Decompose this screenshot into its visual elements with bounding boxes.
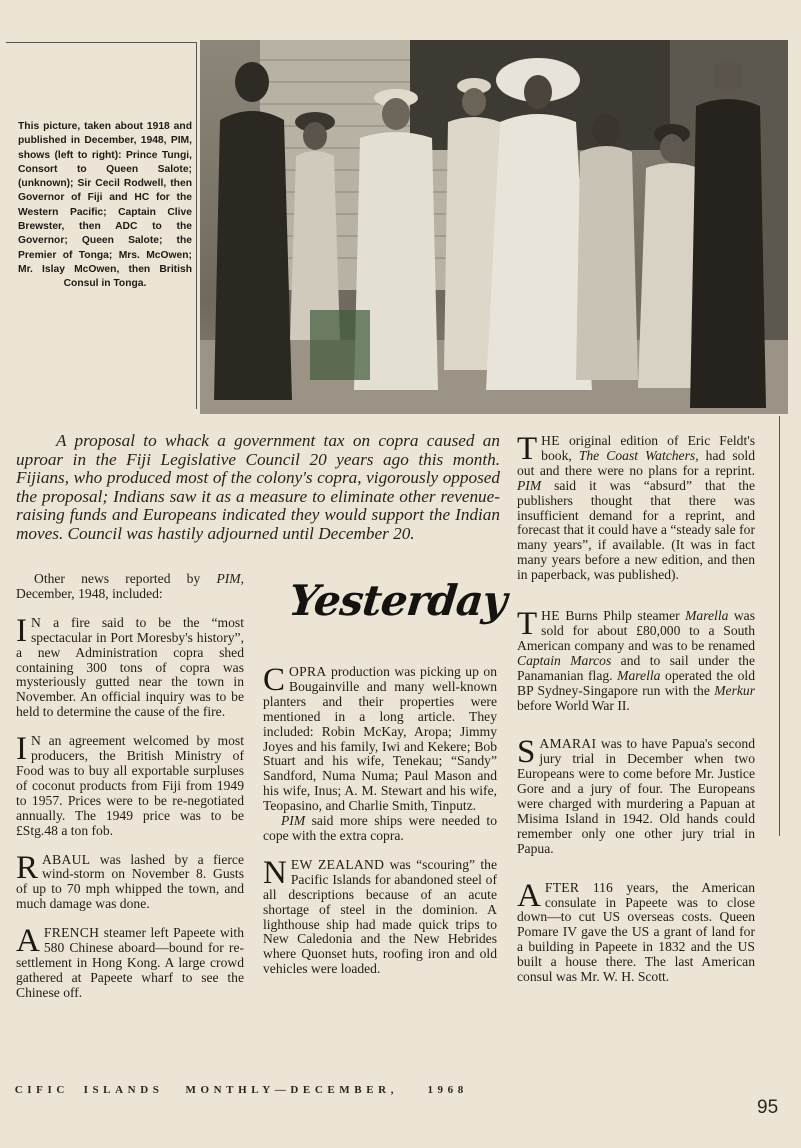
- news-item-french-steamer: A FRENCH steamer left Papeete with 580 Chinese aboard—bound for re-settlement in Hong Kong. A large crowd gathered at Papeete wharf to see the Chinese off.: [16, 923, 244, 1000]
- column-right: [517, 431, 756, 999]
- news-item-samarai: SAMARAI was to have Papua's second jury trial in December when two Europeans were to come before Mr. Justice Gore and a jury of four. The Europeans were charged with murdering a Papuan at Misima Island in 1942. Old hands could remember only one other jury trial in Papua.: [517, 734, 755, 856]
- photo-caption: This picture, taken about 1918 and published in December, 1948, PIM, shows (left to right): Prince Tungi, Consort to Queen Salote; (unknown); Sir Cecil Rodwell, then Governor of Fiji and HC for the Western Pacific; Captain Clive Brewster, then ADC to the Governor; Queen Salote; the Premier of Tonga; Mrs. McOwen; Mr. Islay McOwen, then British Consul in Tonga.: [18, 121, 192, 290]
- intro-paragraph: [16, 432, 500, 544]
- column-middle: [263, 662, 498, 991]
- column-left: [16, 572, 244, 1015]
- news-item-new-zealand: NEW ZEALAND was “scouring” the Pacific Islands for abandoned steel of all descriptions because of an acute shortage of steel in the dominion. A lighthouse ship had made quick trips to New Caledonia and the New Hebrides where Quonset huts, roofing iron and old vehicles were loaded.: [263, 854, 498, 977]
- news-item-marella: THE Burns Philp steamer Marella was sold for about £80,000 to a South American company and was to be renamed Captain Marcos and to sail under the Panamanian flag. Marella operated the old BP Sydney-Singapore run with the Merkur before World War II.: [517, 606, 756, 713]
- news-item-food-ministry: I N an agreement welcomed by most producers, the British Ministry of Food was to buy all exportable surpluses of coconut products from Fiji from 1949 to 1957. Prices were to be re-negotiated annually. The 1949 price was to be £Stg.48 a ton fob.: [16, 731, 244, 838]
- intro-text: A proposal to whack a government tax on copra caused an uproar in the Fiji Legislative Council 20 years ago this month. Fijians, who produced most of the colony's copra, vigorously opposed the proposal; Indians saw it as a measure to eliminate other revenue-raising funds and Europeans indicated they would support the Indian moves. Council was hastily adjourned until December 20.: [16, 431, 500, 543]
- page-footer: CIFIC ISLANDS MONTHLY—DECEMBER, 1968: [0, 1084, 468, 1096]
- news-item-copra-bougainville: COPRA production was picking up on Bougainville and many well-known planters and their properties were mentioned in a long article. They included: Robin McKay, Aropa; Jimmy Joyes and his family, Iwi and Kekere; Bob Stuart and his wife, Tenekau; “Sandy” Sandford, Numa Numa; Paul Mason and his wife, Inus; A. M. Stewart and his wife, Teopasino, and Charlie Smith, Tinputz.: [263, 662, 497, 814]
- historical-photo: [200, 40, 788, 414]
- news-item-pim-ships: PIM said more ships were needed to cope with the extra copra.: [263, 813, 497, 843]
- news-item-american-consulate: AFTER 116 years, the American consulate in Papeete was to close down—to cut US overseas costs. Queen Pomare IV gave the US a grant of land for a building in Papeete in 1832 and the US built a house there. The last American consul was Mr. W. H. Scott.: [517, 877, 755, 985]
- lead-paragraph: Other news reported by PIM, December, 1948, included:: [16, 571, 244, 601]
- section-heading: Yesterday: [286, 576, 509, 625]
- news-item-fire: I N a fire said to be the “most spectacular in Port Moresby's history”, a new Administration copra shed containing 300 tons of copra was mysteriously gutted near the town in November. An official inquiry was to be held to determine the cause of the fire.: [16, 612, 244, 720]
- news-item-rabaul: RABAUL was lashed by a fierce wind-storm on November 8. Gusts of up to 70 mph whipped the town, and much damage was done.: [16, 849, 244, 912]
- page-number: 95: [757, 1097, 779, 1118]
- news-item-coast-watchers: THE original edition of Eric Feldt's book, The Coast Watchers, had sold out and there were no plans for a reprint. PIM said it was “absurd” that the publishers thought that there was insufficient demand for a reprint, and forecast that it could have a “steady sale for many years”, if available. (It was in fact many years before a new edition, and then in paperback, was published).: [517, 431, 756, 583]
- group-portrait-image: [200, 40, 788, 414]
- column-divider: [779, 416, 780, 836]
